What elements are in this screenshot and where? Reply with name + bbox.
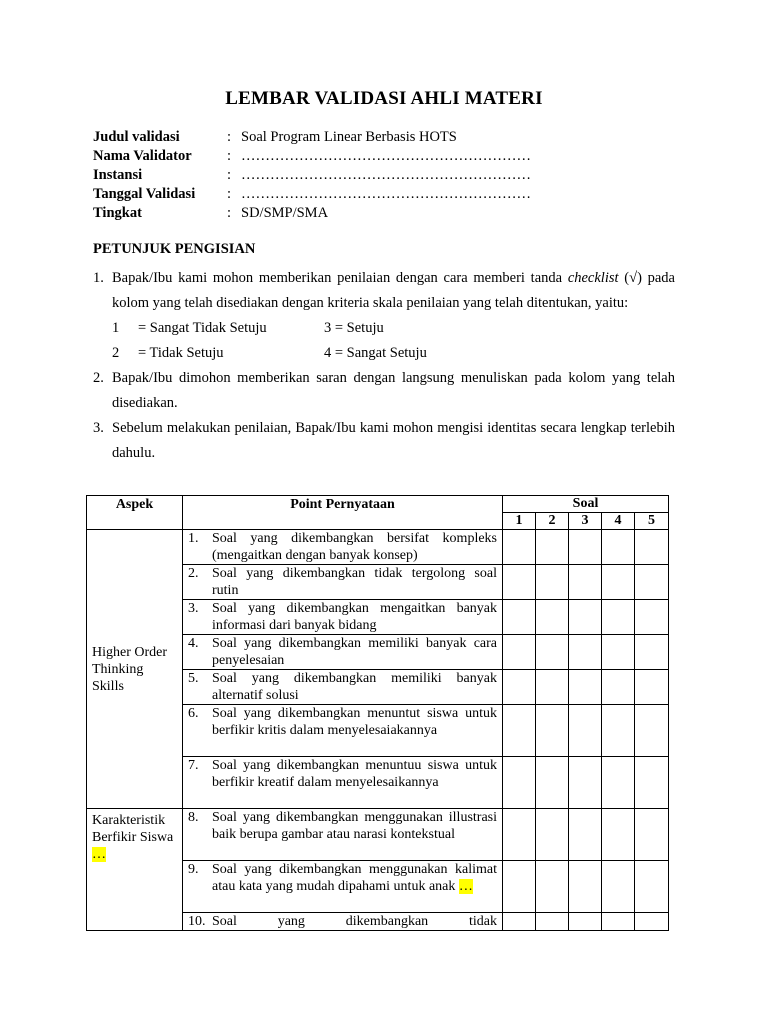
score-cell[interactable]: [569, 705, 602, 757]
info-row-tanggal: [93, 185, 531, 204]
instruction-number: 2.: [93, 370, 104, 386]
table-header-row: [87, 496, 669, 513]
info-value: ……………………………………………………: [241, 148, 531, 164]
instruction-item-1: [93, 266, 675, 316]
statement-text: Soal yang dikembangkan mengaitkan banyak informasi dari banyak bidang: [212, 601, 497, 633]
instruction-text: (√) pada kolom yang telah disediakan dengan kriteria skala penilaian yang telah ditentukan, yaitu:: [112, 270, 675, 311]
identity-block: [93, 128, 531, 223]
table-row: [87, 530, 669, 565]
score-cell[interactable]: [536, 600, 569, 635]
scale-row-1: [93, 316, 675, 341]
score-cell[interactable]: [536, 913, 569, 931]
statement-text: Soal yang dikembangkan menuntuu siswa untuk berfikir kreatif dalam menyelesaikannya: [212, 758, 497, 790]
score-cell[interactable]: [635, 635, 669, 670]
score-cell[interactable]: [602, 635, 635, 670]
instruction-emphasis: checklist: [567, 270, 619, 286]
instruction-text: Sebelum melakukan penilaian, Bapak/Ibu kami mohon mengisi identitas secara lengkap terlebih dahulu.: [112, 420, 675, 461]
scale-label: 3 = Setuju: [324, 320, 384, 336]
score-cell[interactable]: [536, 861, 569, 913]
score-cell[interactable]: [635, 861, 669, 913]
score-cell[interactable]: [536, 530, 569, 565]
scale-label: 4 = Sangat Setuju: [324, 345, 427, 361]
scale-number: 1: [112, 320, 120, 336]
score-cell[interactable]: [569, 809, 602, 861]
score-cell[interactable]: [503, 809, 536, 861]
info-row-nama-validator: [93, 147, 531, 166]
statement-cell: [183, 809, 503, 861]
score-cell[interactable]: [569, 861, 602, 913]
info-value: ……………………………………………………: [241, 167, 531, 183]
scale-row-2: [93, 341, 675, 366]
header-soal: Soal: [503, 496, 669, 513]
score-cell[interactable]: [536, 635, 569, 670]
score-cell[interactable]: [503, 635, 536, 670]
header-soal-4: 4: [602, 513, 635, 530]
statement-text: Soal yang dikembangkan memiliki banyak alternatif solusi: [212, 671, 497, 703]
instruction-text: Bapak/Ibu dimohon memberikan saran dengan langsung menuliskan pada kolom yang telah disediakan.: [112, 370, 675, 411]
statement-text: Soal yang dikembangkan bersifat kompleks (mengaitkan dengan banyak konsep): [212, 531, 497, 563]
aspect-text: Karakteristik Berfikir Siswa: [92, 813, 174, 845]
score-cell[interactable]: [536, 565, 569, 600]
scale-label: = Sangat Tidak Setuju: [138, 320, 267, 336]
info-value: SD/SMP/SMA: [241, 205, 329, 221]
header-aspek: Aspek: [87, 496, 183, 530]
score-cell[interactable]: [503, 565, 536, 600]
score-cell[interactable]: [503, 600, 536, 635]
score-cell[interactable]: [635, 757, 669, 809]
info-value: Soal Program Linear Berbasis HOTS: [241, 129, 457, 145]
info-label: Tingkat: [93, 205, 142, 221]
statement-cell: [183, 861, 503, 913]
statement-number: 9.: [188, 862, 199, 877]
info-value: ……………………………………………………: [241, 186, 531, 202]
statement-text: Soal yang dikembangkan menuntut siswa untuk berfikir kritis dalam menyelesaiakannya: [212, 706, 497, 738]
header-soal-3: 3: [569, 513, 602, 530]
score-cell[interactable]: [569, 757, 602, 809]
header-soal-5: 5: [635, 513, 669, 530]
header-soal-2: 2: [536, 513, 569, 530]
score-cell[interactable]: [536, 757, 569, 809]
info-separator: :: [227, 167, 232, 183]
statement-cell: [183, 600, 503, 635]
info-label: Judul validasi: [93, 129, 180, 145]
score-cell[interactable]: [536, 705, 569, 757]
statement-number: 5.: [188, 671, 199, 686]
info-label: Instansi: [93, 167, 143, 183]
section-title: PETUNJUK PENGISIAN: [93, 241, 256, 257]
score-cell[interactable]: [503, 670, 536, 705]
score-cell[interactable]: [602, 705, 635, 757]
statement-number: 10.: [188, 914, 206, 929]
instruction-text: Bapak/Ibu kami mohon memberikan penilaian dengan cara memberi tanda: [112, 270, 568, 286]
statement-number: 7.: [188, 758, 199, 773]
score-cell[interactable]: [635, 565, 669, 600]
statement-number: 8.: [188, 810, 199, 825]
score-cell[interactable]: [536, 670, 569, 705]
info-row-judul: [93, 128, 531, 147]
statement-cell: [183, 530, 503, 565]
score-cell[interactable]: [602, 913, 635, 931]
statement-cell: [183, 565, 503, 600]
statement-text: Soal yang dikembangkan tidak: [212, 914, 497, 929]
score-cell[interactable]: [536, 809, 569, 861]
statement-number: 1.: [188, 531, 199, 546]
statement-cell: [183, 670, 503, 705]
statement-cell: [183, 705, 503, 757]
instruction-item-2: [93, 366, 675, 416]
score-cell[interactable]: [602, 600, 635, 635]
statement-text: Soal yang dikembangkan menggunakan kalimat atau kata yang mudah dipahami untuk anak: [212, 862, 497, 894]
score-cell[interactable]: [503, 861, 536, 913]
header-point-pernyataan: Point Pernyataan: [183, 496, 503, 530]
instruction-number: 1.: [93, 270, 104, 286]
score-cell[interactable]: [503, 530, 536, 565]
score-cell[interactable]: [569, 913, 602, 931]
score-cell[interactable]: [602, 565, 635, 600]
scale-number: 2: [112, 345, 120, 361]
statement-number: 3.: [188, 601, 199, 616]
score-cell[interactable]: [602, 861, 635, 913]
instruction-item-3: [93, 416, 675, 466]
statement-number: 4.: [188, 636, 199, 651]
statement-number: 6.: [188, 706, 199, 721]
statement-text: Soal yang dikembangkan tidak tergolong soal rutin: [212, 566, 497, 598]
validation-table: [86, 495, 669, 931]
score-cell[interactable]: [503, 913, 536, 931]
statement-cell: [183, 757, 503, 809]
statement-text: Soal yang dikembangkan memiliki banyak cara penyelesaian: [212, 636, 497, 668]
score-cell[interactable]: [602, 670, 635, 705]
score-cell[interactable]: [569, 530, 602, 565]
info-separator: :: [227, 148, 232, 164]
aspect-hots: Higher Order Thinking Skills: [87, 530, 183, 809]
aspect-karakteristik: [87, 809, 183, 931]
statement-cell: [183, 635, 503, 670]
info-label: Tanggal Validasi: [93, 186, 196, 202]
scale-label: = Tidak Setuju: [138, 345, 224, 361]
info-separator: :: [227, 186, 232, 202]
score-cell[interactable]: [569, 635, 602, 670]
aspect-highlight: …: [92, 847, 106, 862]
info-label: Nama Validator: [93, 148, 192, 164]
score-cell[interactable]: [635, 809, 669, 861]
statement-text: Soal yang dikembangkan menggunakan illustrasi baik berupa gambar atau narasi kontekstual: [212, 810, 497, 842]
instructions: [93, 266, 675, 466]
score-cell[interactable]: [569, 600, 602, 635]
score-cell[interactable]: [635, 913, 669, 931]
table-row: [87, 809, 669, 861]
info-row-instansi: [93, 166, 531, 185]
info-separator: :: [227, 129, 232, 145]
score-cell[interactable]: [569, 670, 602, 705]
score-cell[interactable]: [602, 530, 635, 565]
score-cell[interactable]: [602, 757, 635, 809]
statement-highlight: …: [458, 879, 473, 894]
info-row-tingkat: [93, 204, 531, 223]
score-cell[interactable]: [635, 530, 669, 565]
info-separator: :: [227, 205, 232, 221]
header-soal-1: 1: [503, 513, 536, 530]
score-cell[interactable]: [602, 809, 635, 861]
document-title: LEMBAR VALIDASI AHLI MATERI: [225, 88, 543, 109]
score-cell[interactable]: [503, 705, 536, 757]
score-cell[interactable]: [635, 600, 669, 635]
instruction-number: 3.: [93, 420, 104, 436]
score-cell[interactable]: [635, 670, 669, 705]
score-cell[interactable]: [569, 565, 602, 600]
statement-number: 2.: [188, 566, 199, 581]
score-cell[interactable]: [635, 705, 669, 757]
score-cell[interactable]: [503, 757, 536, 809]
statement-cell: [183, 913, 503, 931]
